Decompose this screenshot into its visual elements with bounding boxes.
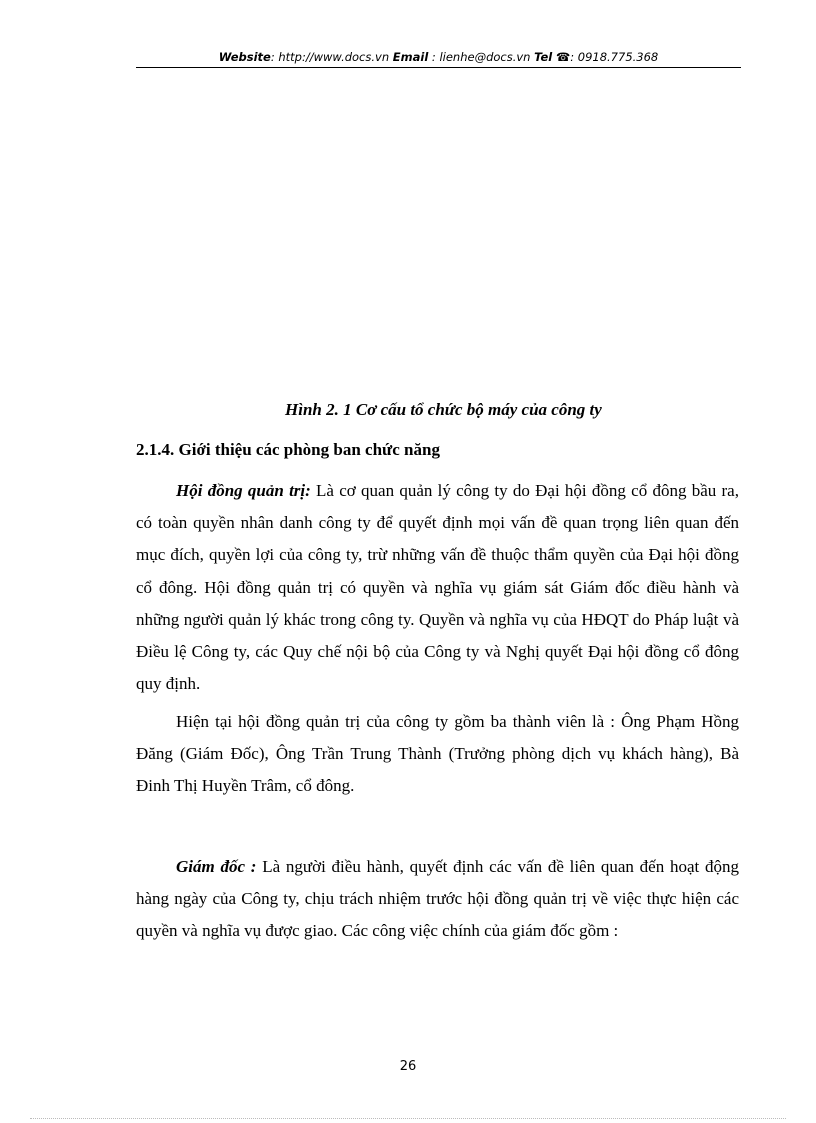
tel-value: : 0918.775.368 (570, 50, 659, 64)
paragraph-board-members (136, 706, 739, 803)
tel-label: Tel (534, 50, 553, 64)
website-label: Website (218, 50, 271, 64)
paragraph-body-board: Là cơ quan quản lý công ty do Đại hội đồng cổ đông bầu ra, có toàn quyền nhân danh công ty để quyết định mọi vấn đề quan trọng liên quan đến mục đích, quyền lợi của công ty, trừ những vấn đề thuộc thẩm quyền của Đại hội đồng cổ đông. Hội đồng quản trị có quyền và nghĩa vụ giám sát Giám đốc điều hành và những người quản lý khác trong công ty. Quyền và nghĩa vụ của HĐQT do Pháp luật và Điều lệ Công ty, các Quy chế nội bộ của Công ty và Nghị quyết Đại hội đồng cổ đông quy định. (136, 481, 739, 694)
paragraph-body-director: Là người điều hành, quyết định các vấn đề liên quan đến hoạt động hàng ngày của Công ty, chịu trách nhiệm trước hội đồng quản trị về việc thực hiện các quyền và nghĩa vụ được giao. Các công việc chính của giám đốc gồm : (136, 857, 739, 941)
paragraph-lead-board: Hội đồng quản trị: (176, 481, 311, 500)
telephone-icon: ☎ (555, 50, 571, 64)
website-value: : http://www.docs.vn (270, 50, 390, 64)
email-label: Email (392, 50, 429, 64)
email-value: : lienhe@docs.vn (431, 50, 531, 64)
header-divider (136, 67, 741, 68)
page-header (136, 48, 741, 66)
page-number: 26 (399, 1059, 417, 1074)
section-heading: 2.1.4. Giới thiệu các phòng ban chức năng (136, 440, 440, 459)
paragraph-board-of-directors (136, 475, 739, 700)
paragraph-director (136, 851, 739, 948)
page-bottom-border (30, 1118, 786, 1119)
paragraph-lead-director: Giám đốc : (176, 857, 257, 876)
paragraph-body-members: Hiện tại hội đồng quản trị của công ty gồm ba thành viên là : Ông Phạm Hồng Đăng (Giám Đốc), Ông Trần Trung Thành (Trưởng phòng dịch vụ khách hàng), Bà Đinh Thị Huyền Trâm, cổ đông. (136, 712, 739, 796)
figure-caption: Hình 2. 1 Cơ cấu tổ chức bộ máy của công ty (285, 400, 602, 419)
